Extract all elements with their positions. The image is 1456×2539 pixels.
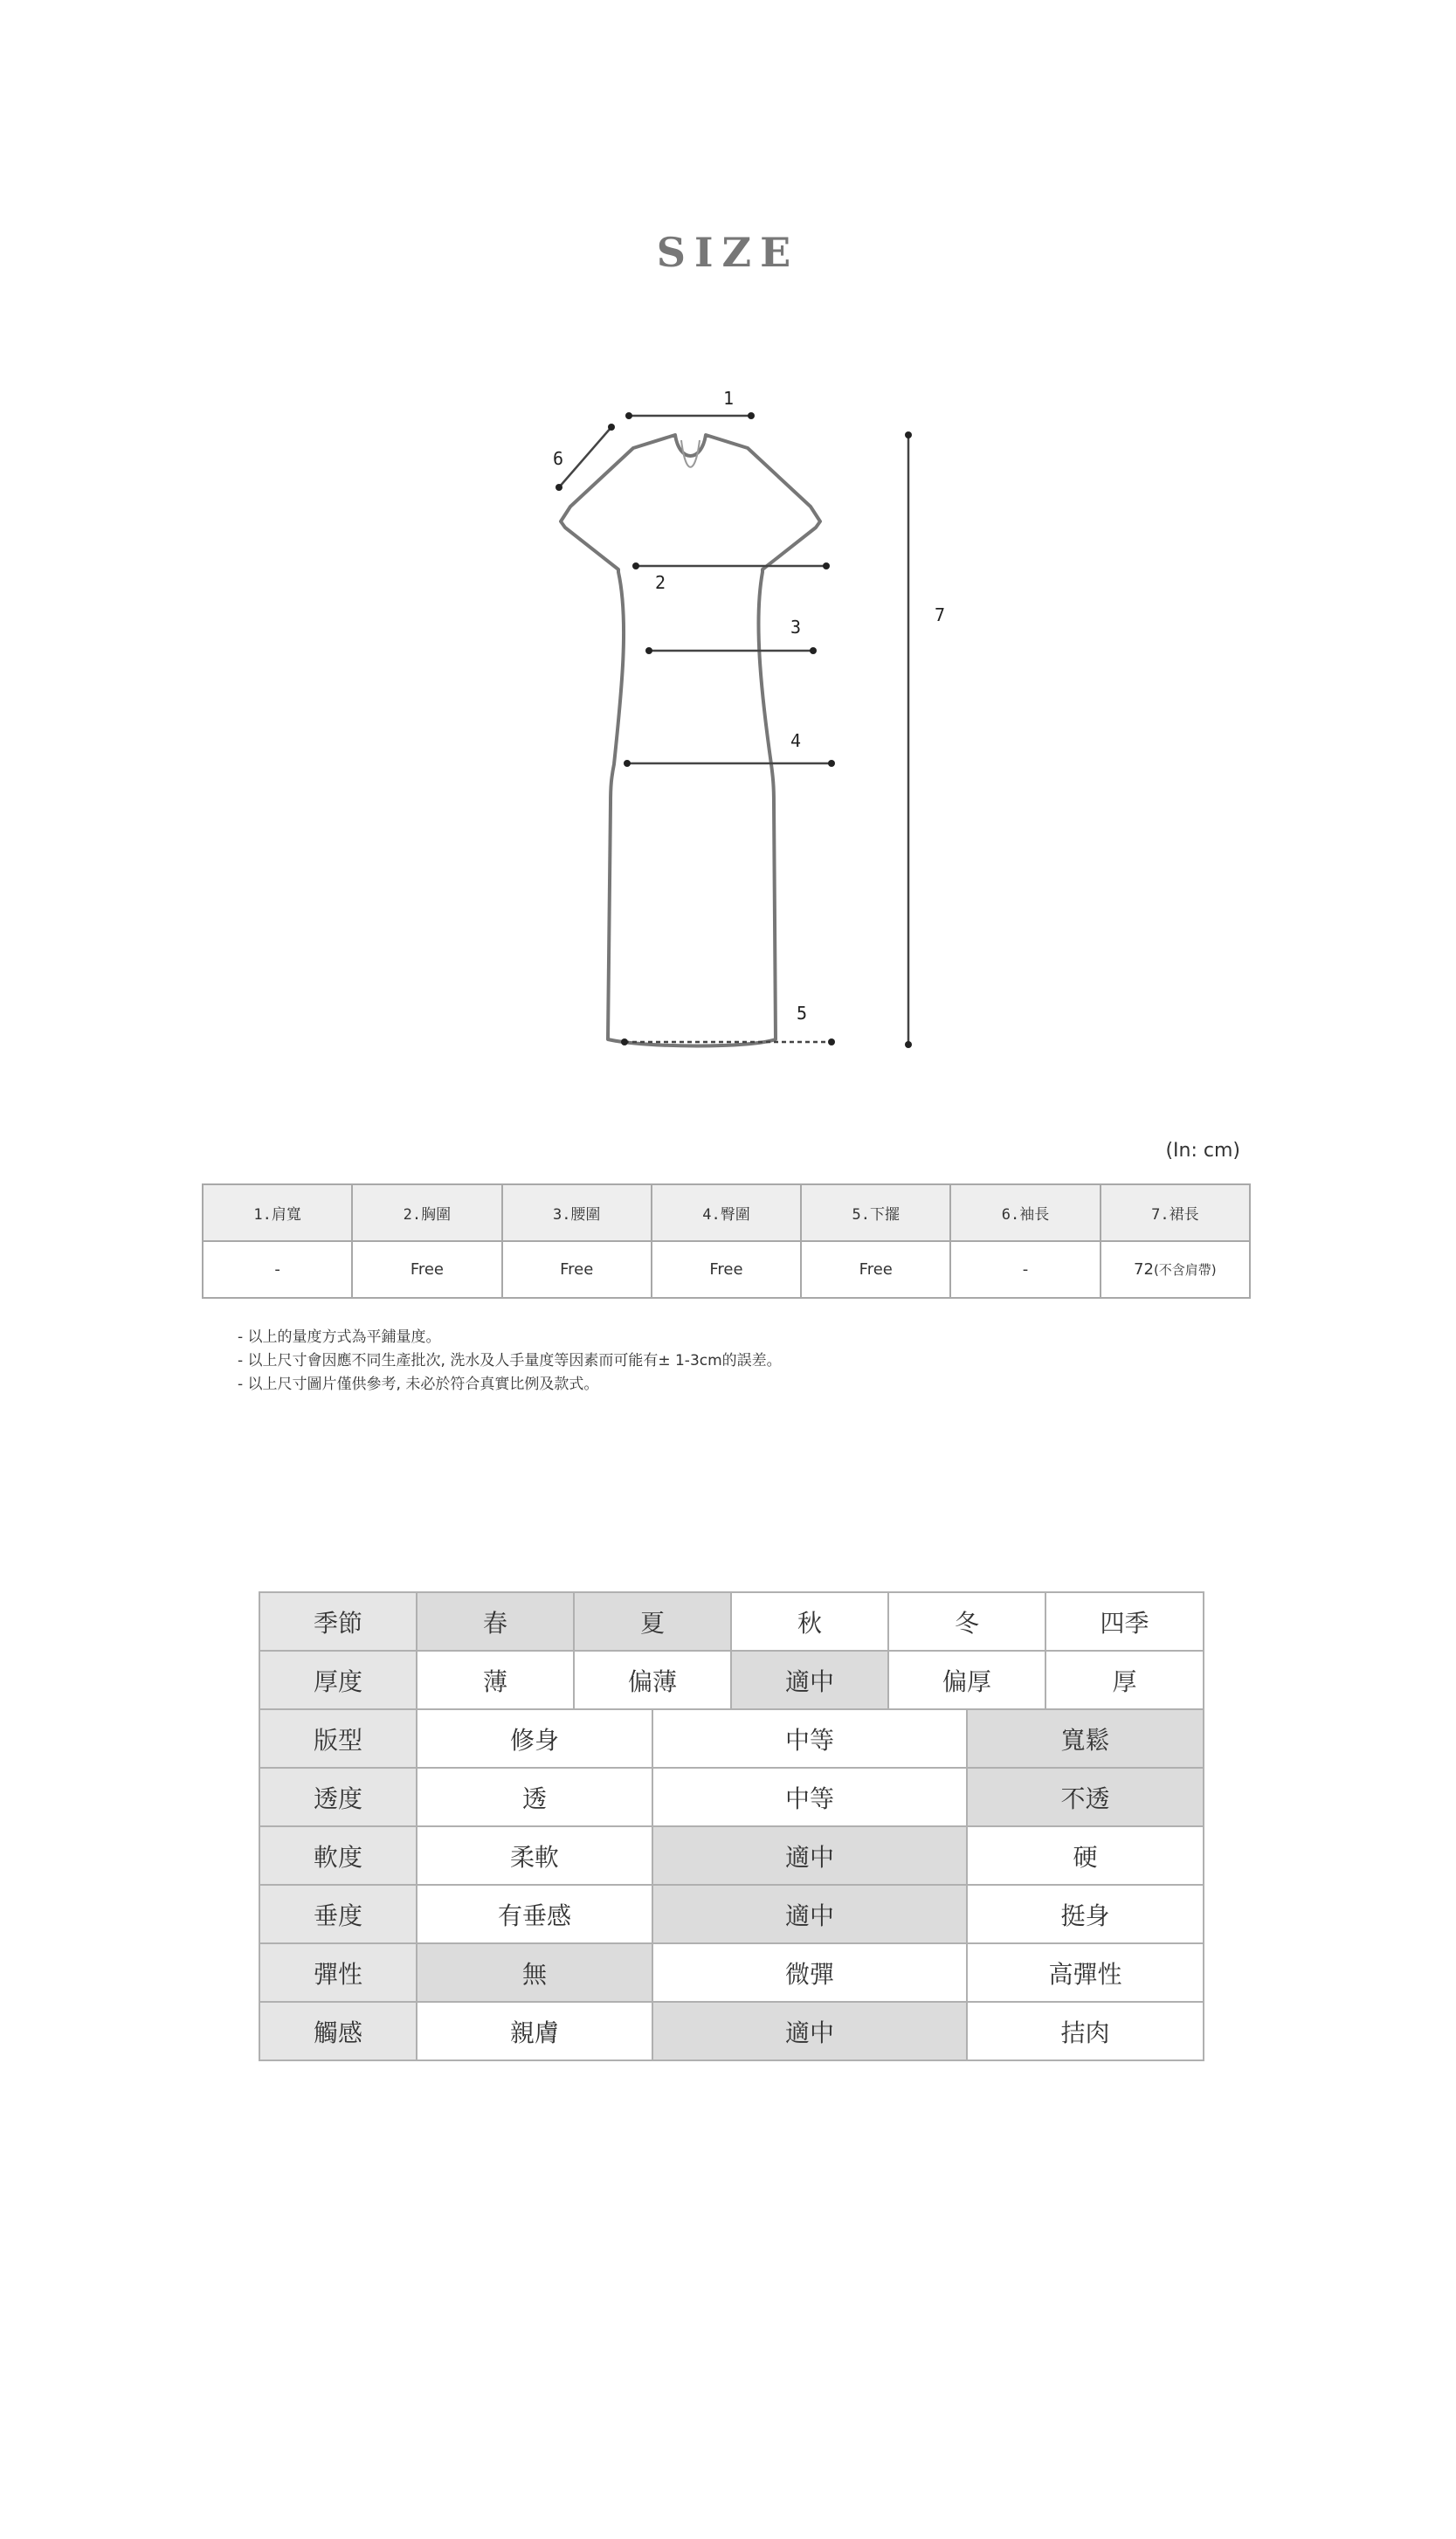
row-thickness <box>259 1651 1204 1709</box>
sheerness-sheer: 透 <box>417 1768 652 1826</box>
note-2: - 以上尺寸會因應不同生產批次, 洗水及人手量度等因素而可能有± 1-3cm的誤差。 <box>238 1352 782 1370</box>
drape-stiff: 挺身 <box>967 1885 1204 1943</box>
value-hem: Free <box>801 1241 950 1298</box>
value-waist: Free <box>502 1241 652 1298</box>
label-2: 2 <box>655 572 666 593</box>
label-5: 5 <box>797 1003 808 1024</box>
sheerness-medium: 中等 <box>652 1768 967 1826</box>
header-hem: 5.下擺 <box>801 1184 950 1241</box>
size-value-row <box>203 1241 1250 1298</box>
fit-loose: 寬鬆 <box>967 1709 1204 1768</box>
header-sleeve: 6.袖長 <box>950 1184 1100 1241</box>
fabric-attribute-table <box>259 1591 1204 2061</box>
softness-soft: 柔軟 <box>417 1826 652 1885</box>
note-1: - 以上的量度方式為平鋪量度。 <box>238 1328 441 1346</box>
row-sheerness <box>259 1768 1204 1826</box>
label-drape: 垂度 <box>259 1885 417 1943</box>
label-7: 7 <box>935 604 946 625</box>
touch-medium: 適中 <box>652 2002 967 2060</box>
touch-skin-friendly: 親膚 <box>417 2002 652 2060</box>
header-waist: 3.腰圍 <box>502 1184 652 1241</box>
page-title: SIZE <box>656 229 800 276</box>
sleeve-line <box>559 427 611 487</box>
header-shoulder: 1.肩寬 <box>203 1184 352 1241</box>
value-length <box>1101 1241 1250 1298</box>
row-softness <box>259 1826 1204 1885</box>
row-touch <box>259 2002 1204 2060</box>
dress-measurement-diagram <box>489 367 961 1066</box>
drape-medium: 適中 <box>652 1885 967 1943</box>
value-sleeve: - <box>950 1241 1100 1298</box>
value-chest: Free <box>352 1241 501 1298</box>
label-softness: 軟度 <box>259 1826 417 1885</box>
note-3: - 以上尺寸圖片僅供參考, 未必於符合真實比例及款式。 <box>238 1376 599 1393</box>
row-season <box>259 1592 1204 1651</box>
size-table <box>202 1183 1251 1299</box>
season-summer: 夏 <box>574 1592 731 1651</box>
label-sheerness: 透度 <box>259 1768 417 1826</box>
label-4: 4 <box>790 730 802 751</box>
fit-regular: 中等 <box>652 1709 967 1768</box>
drape-flowing: 有垂感 <box>417 1885 652 1943</box>
header-length: 7.裙長 <box>1101 1184 1250 1241</box>
label-elasticity: 彈性 <box>259 1943 417 2002</box>
length-note: (不含肩帶) <box>1153 1262 1217 1278</box>
row-fit <box>259 1709 1204 1768</box>
label-1: 1 <box>723 388 735 409</box>
value-shoulder: - <box>203 1241 352 1298</box>
season-spring: 春 <box>417 1592 574 1651</box>
row-drape <box>259 1885 1204 1943</box>
header-hip: 4.臀圍 <box>652 1184 801 1241</box>
thickness-slightly-thin: 偏薄 <box>574 1651 731 1709</box>
length-value: 72 <box>1134 1260 1154 1279</box>
thickness-medium: 適中 <box>731 1651 888 1709</box>
label-6: 6 <box>553 448 564 469</box>
softness-hard: 硬 <box>967 1826 1204 1885</box>
thickness-slightly-thick: 偏厚 <box>888 1651 1045 1709</box>
elasticity-none: 無 <box>417 1943 652 2002</box>
unit-label: (In: cm) <box>1165 1140 1240 1162</box>
size-header-row <box>203 1184 1250 1241</box>
label-season: 季節 <box>259 1592 417 1651</box>
value-hip: Free <box>652 1241 801 1298</box>
header-chest: 2.胸圍 <box>352 1184 501 1241</box>
label-thickness: 厚度 <box>259 1651 417 1709</box>
row-elasticity <box>259 1943 1204 2002</box>
season-autumn: 秋 <box>731 1592 888 1651</box>
season-all: 四季 <box>1045 1592 1204 1651</box>
sheerness-opaque: 不透 <box>967 1768 1204 1826</box>
neckline-stitch <box>681 440 700 467</box>
elasticity-slight: 微彈 <box>652 1943 967 2002</box>
elasticity-high: 高彈性 <box>967 1943 1204 2002</box>
dress-outline <box>561 435 820 1046</box>
thickness-thin: 薄 <box>417 1651 574 1709</box>
softness-medium: 適中 <box>652 1826 967 1885</box>
thickness-thick: 厚 <box>1045 1651 1204 1709</box>
label-fit: 版型 <box>259 1709 417 1768</box>
label-touch: 觸感 <box>259 2002 417 2060</box>
season-winter: 冬 <box>888 1592 1045 1651</box>
measurement-notes <box>238 1326 782 1397</box>
label-3: 3 <box>790 617 802 638</box>
touch-scratchy: 拮肉 <box>967 2002 1204 2060</box>
fit-slim: 修身 <box>417 1709 652 1768</box>
